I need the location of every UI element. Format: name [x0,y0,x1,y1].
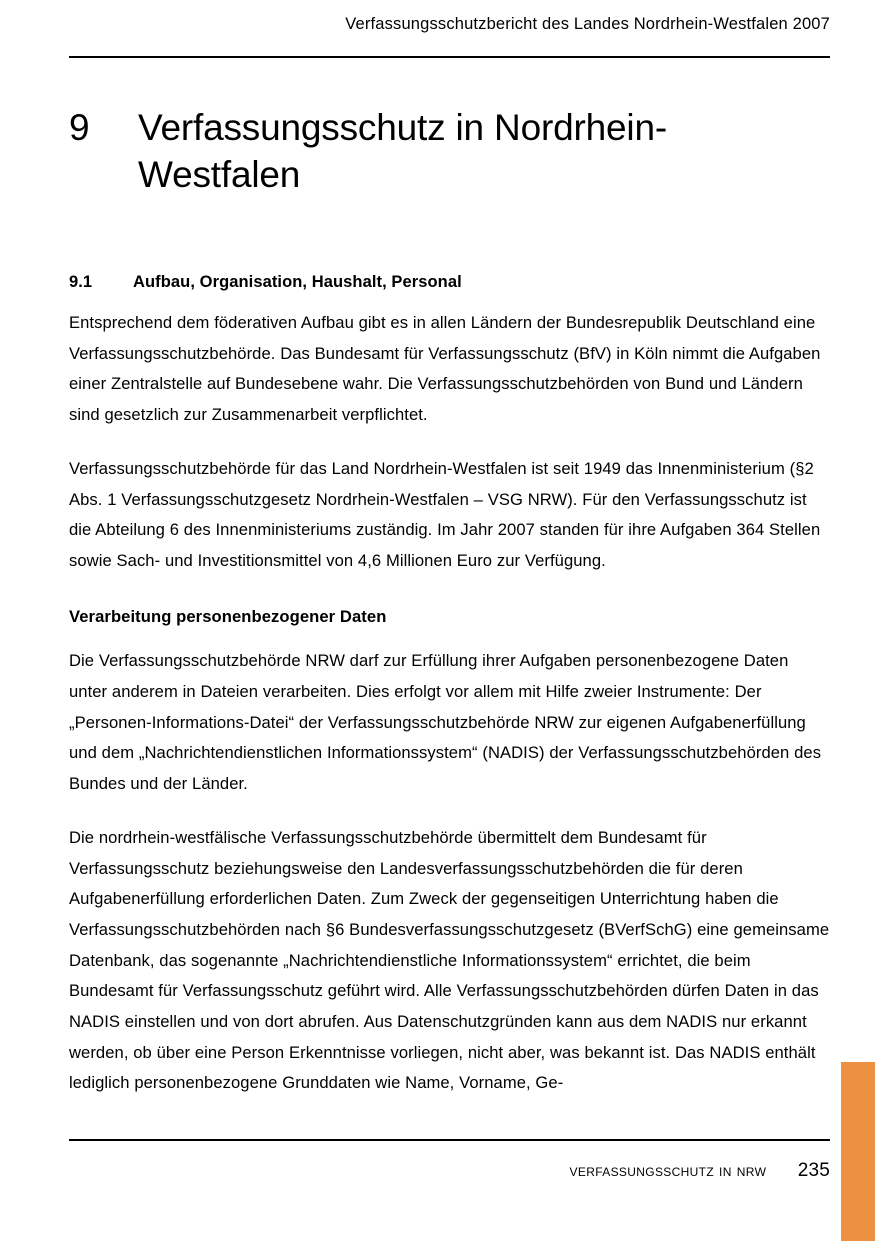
paragraph-2: Verfassungsschutzbehörde für das Land Nordrhein-Westfalen ist seit 1949 das Innenministerium (§2 Abs. 1 Verfassungsschutzgesetz Nordrhein-Westfalen – VSG NRW). Für den Verfassungsschutz ist die Abteilung 6 des Innenministeriums zuständig. Im Jahr 2007 standen für ihre Aufgaben 364 Stellen sowie Sach- und Investitionsmittel von 4,6 Millionen Euro zur Verfügung. [69,458,821,570]
footer-label: verfassungsschutz in nrw [569,1161,767,1180]
chapter-number: 9 [69,107,90,148]
body-subheading: Verarbeitung personenbezogener Daten [69,606,387,626]
paragraph-1: Entsprechend dem föderativen Aufbau gibt es in allen Ländern der Bundesrepublik Deutschland eine Verfassungsschutzbehörde. Das Bundesamt für Verfassungsschutz (BfV) in Köln nimmt die Aufgaben einer Zentralstelle auf Bundesebene wahr. Die Verfassungsschutzbehörden von Bund und Ländern sind gesetzlich zur Zusammenarbeit verpflichtet. [69,313,821,425]
footer-rule [69,1139,830,1141]
thumb-index-tab [841,1062,875,1241]
page-number: 235 [797,1160,830,1181]
chapter-title-text: Verfassungsschutz in Nordrhein-Westfalen [138,107,667,195]
page-footer [69,1160,830,1182]
running-header-title: Verfassungsschutzbericht des Landes Nordrhein-Westfalen 2007 [345,15,830,33]
paragraph-3: Die Verfassungsschutzbehörde NRW darf zur Erfüllung ihrer Aufgaben personenbezogene Daten unter anderem in Dateien verarbeiten. Dies erfolgt vor allem mit Hilfe zweier Instrumente: Der „Personen-Informations-Datei“ der Verfassungsschutzbehörde NRW zur eigenen Aufgabenerfüllung und dem „Nachrichtendienstlichen Informationssystem“ (NADIS) der Verfassungsschutzbehörden des Bundes und der Länder. [69,651,822,794]
body-text-column [69,308,831,1099]
section-number: 9.1 [69,273,93,291]
paragraph-4: Die nordrhein-westfälische Verfassungsschutzbehörde übermittelt dem Bundesamt für Verfassungsschutz beziehungsweise den Landesverfassungsschutzbehörden die für deren Aufgabenerfüllung erforderlichen Daten. Zum Zweck der gegenseitigen Unterrichtung haben die Verfassungsschutzbehörden nach §6 Bundesverfassungsschutzgesetz (BVerfSchG) eine gemeinsame Datenbank, das sogenannte „Nachrichtendienstliche Informationssystem“ errichtet, die beim Bundesamt für Verfassungsschutz geführt wird. Alle Verfassungsschutzbehörden dürfen Daten in das NADIS einstellen und von dort abrufen. Aus Datenschutzgründen kann aus dem NADIS nur erkannt werden, ob über eine Person Erkenntnisse vorliegen, nicht aber, was bekannt ist. Das NADIS enthält lediglich personenbezogene Grunddaten wie Name, Vorname, Ge- [69,827,830,1093]
chapter-title-block [69,104,769,198]
header-rule [69,56,830,58]
section-title-text: Aufbau, Organisation, Haushalt, Personal [133,273,462,291]
section-heading-block [69,272,830,293]
